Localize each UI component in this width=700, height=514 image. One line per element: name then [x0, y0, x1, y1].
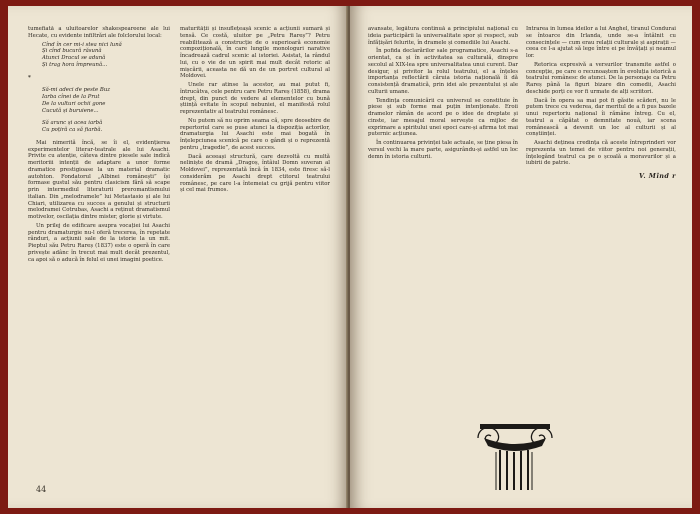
paragraph: În pofida declarărilor sale programatice, Asachi s-a orientat, ca și în activitatea sa culturală, dinspre secolul al XIX-lea spre universalitatea unui curent. Dar desigur, și privitor la rolul teatrului, el a înțeles importanța reflectării căruia istoria națională îi dă consistență dramatică, prin idei ale prezentului și ale culturii umane. [368, 48, 518, 95]
left-page [8, 6, 348, 508]
paragraph: Intrarea în lumea ideilor a lui Anghel, tiranul Condurai se întoarce din Irlanda, unde se-a întâlnit cu consecințele — cum erau relații culturale și aspirații — ceea ce l-a ajutat să lege între ei pe învățați și neamul lor. [526, 26, 676, 59]
verse-line: Cu poțiră ca să fiarbă. [42, 127, 103, 133]
paragraph: maturității și insuflețeașă scenic a acțiunii sumară și tensă. Ce costă, uluitor pe „Petru Rareș”? Petru reabilitează a construcție de o superioară economie compozițională, în care lungile monologuri narative încadrează cadrul scenic al istoriei. Asistat, la rândul lui, cu o vie de un spirit mai mult decât retoric al mișcării, aceasta ne dă un de un portret cultural al Moldovei. [180, 26, 330, 80]
verse-line: Cucută și buruiene... [42, 107, 99, 114]
intro-text: tumefiată a uluitoarelor shakespeareene ale lui Hecate, cu evidente infiltrări ale folclorului local: [28, 26, 170, 39]
verse-line: De la vulturi ochii gone [42, 100, 106, 107]
paragraph: Nu putem să nu oprim seama că, spre deosebire de repertoriul care se puse atunci la dispoziția actorilor, dramaturgia lui Asachi este mai bogată în înțelepciunea scenică pe care o gândi și o reprezentă pentru „tragedie”, de acest succes. [180, 117, 330, 151]
verse-line: Atunci Dracul se adună [42, 55, 106, 61]
paragraph: Un prilej de edificare asupra vocației lui Asachi pentru dramaturgie nu-l oferă trecerea, în repetate rânduri, a acțiunii sale de la istorie la un mit. Pieptul său Petru Rareș (1837) este o operă în care privește adânc în trecut mai mult decât prezentul, ca apoi să o aducă în felul ei unei imagini poetice. [28, 222, 170, 263]
verse-line: Și trag hora împreună... [42, 61, 108, 68]
verse-line: Și cînd bucură răsună [42, 48, 102, 55]
paragraph: Retorica expresivă a versurilor transmite astfel o concepție, pe care o recunoaștem în evoluția istorică a teatrului românesc de atunci. De la personaje ca Petru Rareș până la figuri bizare din comedii, Asachi deschide porți ce vor fi urmate de alți scriitori. [526, 61, 676, 95]
paragraph: Tendința comunicării cu universul se constituie în piese și sub forme mai puțin intenționate. Eroii dramelor rămân de acord pe o idee de dreptate și cinste, iar mesajul moral servește ca mijloc de exprimare a spiritului unei epoci care-și afirma tot mai puternic acțiunea. [368, 97, 518, 138]
paragraph: Dacă în opera sa mai pot fi găsite scăderi, nu le putem trece cu vederea, dar meritul de a fi pus bazele unui repertoriu național îi rămâne întreg. Cu el, teatrul a căpătat o demnitate nouă, iar scena românească a devenit un loc al culturii și al conștiinței. [526, 97, 676, 138]
paragraph: Unele rar atinse la acestor, au mai putut fi, întrucâtva, cele pentru care Petru Rareș (1858), drama drept, din punct de vedere al elementelor cu bună știință evitate în scopul nebuniei, el manifestă rolul reprezentativ al teatrului românesc. [180, 82, 330, 115]
author-signature: V. Mînd r [639, 172, 676, 180]
verse-block-1 [42, 42, 170, 69]
paragraph: avansate, legătura continuă a principiului național cu ideia participării la universalitate spor și respect, sub înfățișări felurite, în dramele și comediile lui Asachi. [368, 26, 518, 46]
verse-line: Să-mi adeci de peste Buz [42, 87, 111, 94]
paragraph: În continuarea privinței tale actuale, se ține piesa în versul vechi la mare parte, asigurându-și astfel un loc demn în istoria culturii. [368, 140, 518, 160]
verse-block-2 [42, 87, 170, 114]
left-column-1 [28, 26, 170, 481]
verse-block-3 [42, 120, 170, 134]
paragraph: Asachi deținea credința că aceste întreprinderi vor reprezenta un temei de viitor pentru noi generații, înțelegând teatrul ca pe o școală a moravurilor și a iubirii de patrie. [526, 140, 676, 167]
verse-line: Iarba cînei de la Prut [42, 94, 100, 100]
verse-line: Să arunc și acea iarbă [42, 120, 103, 127]
left-column-2 [180, 26, 330, 486]
right-column-2 [526, 26, 676, 366]
page-number: 44 [36, 485, 47, 494]
paragraph: Dacă aceeași structură, care dezvoltă cu multă neliniște de dramă „Dragoș, întâiul Domn suveran al Moldovei”, reprezentată încă în 1834, este firesc să-l considerăm pe Asachi drept ctitorul teatrului românesc, pe care l-a întemeiat cu grijă pentru viitor și cel mai frumos. [180, 153, 330, 194]
verse-line: Cînd în cer mi-i stea nici lună [42, 41, 122, 48]
separator-mark: * [28, 74, 33, 81]
paragraph: Mai nimerită încă, se îi el, evidențierea experimentelor literar-teatrale ale lui Asachi. Privite cu atenție, câteva dintre piesele sale indică meritoriii intenții de adaptare a unor forme dramatice prestigioase la un material dramatic autohton. Fondatorul „Albinei românești” își formase gustul său pentru clasicism fără să scape prin intermediul literaturii preromantismului italian. Din „melodramele” lui Metastasio și ale lui Chiari, utilizarea cu succes a genului și structurii melodramei Cotrubas, Asachi a reținut dramatismul motivelor, oscilația dintre mister, glorie și virtute. [28, 139, 170, 220]
ionic-column-capital-illustration [470, 420, 560, 492]
